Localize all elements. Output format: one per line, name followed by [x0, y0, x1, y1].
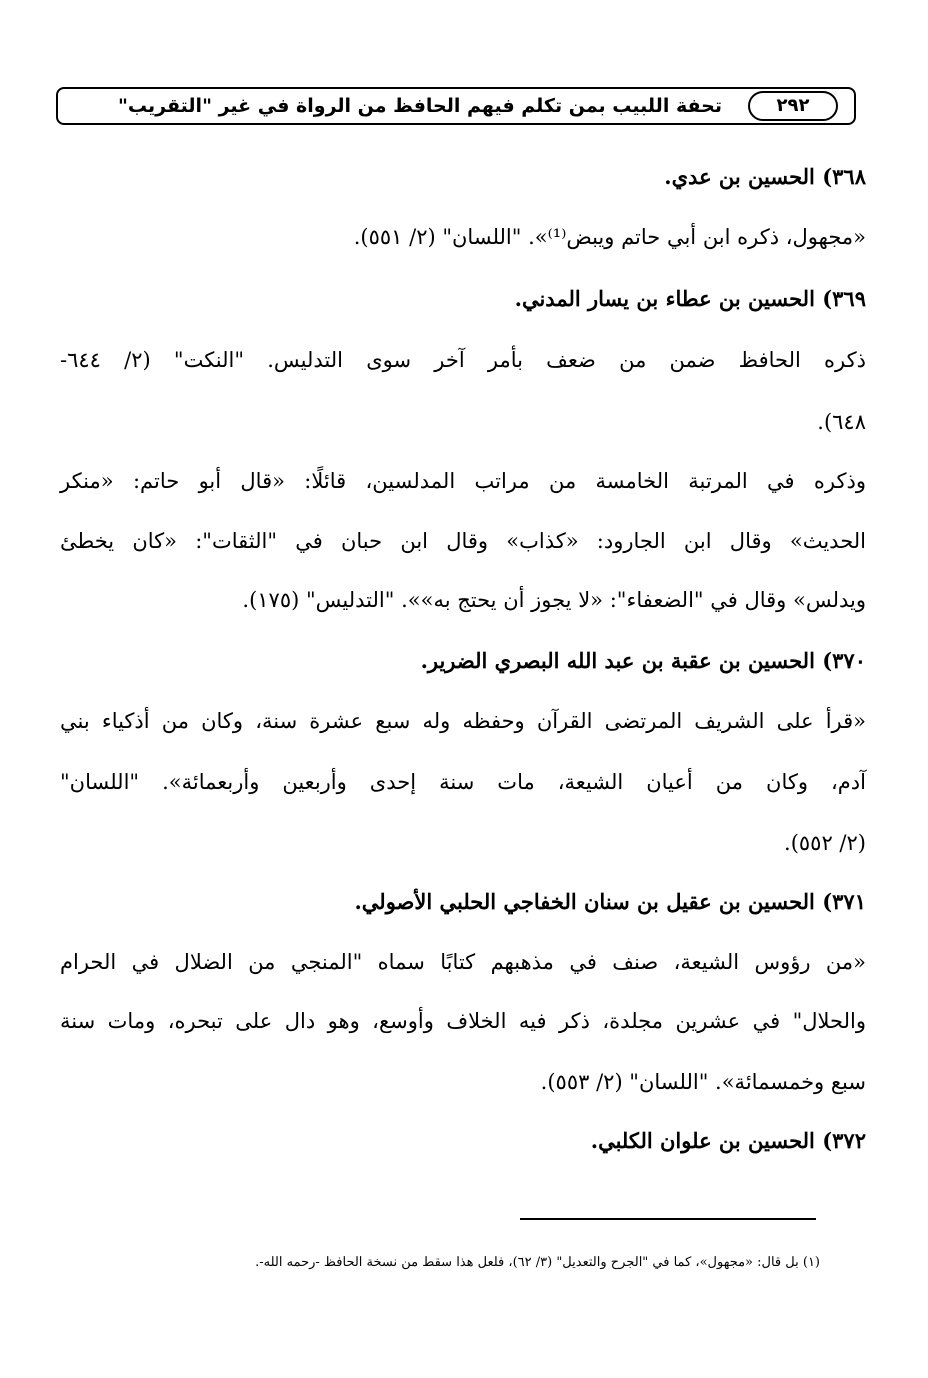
entry-371-heading: ٣٧١) الحسين بن عقيل بن سنان الخفاجي الحلبي الأصولي.: [354, 889, 866, 914]
entry-368-heading: ٣٦٨) الحسين بن عدي.: [664, 164, 866, 189]
footnote-1: (١) بل قال: «مجهول»، كما في "الجرح والتعديل" (٣/ ٦٢)، فلعل هذا سقط من نسخة الحافظ -رحمه الله-.: [255, 1255, 820, 1270]
entry-371-text-line-3: سبع وخمسمائة». "اللسان" (٢/ ٥٥٣).: [540, 1070, 866, 1094]
entry-369-text-line-3: وذكره في المرتبة الخامسة من مراتب المدلسين، قائلًا: «قال أبو حاتم: «منكر: [60, 469, 866, 493]
entry-369-text-line-1: ذكره الحافظ ضمن من ضعف بأمر آخر سوى التدليس. "النكت" (٢/ ٦٤٤-: [60, 348, 866, 372]
entry-369-text-line-5: ويدلس» وقال في "الضعفاء": «لا يجوز أن يحتج به»». "التدليس" (١٧٥).: [242, 588, 866, 612]
footnote-separator: [520, 1218, 816, 1220]
entry-370-heading: ٣٧٠) الحسين بن عقبة بن عبد الله البصري الضرير.: [420, 648, 866, 673]
entry-372-heading: ٣٧٢) الحسين بن علوان الكلبي.: [590, 1128, 866, 1153]
entry-370-text-line-2: آدم، وكان من أعيان الشيعة، مات سنة إحدى وأربعين وأربعمائة». "اللسان": [60, 770, 866, 794]
entry-369-text-line-4: الحديث» وقال ابن الجارود: «كذاب» وقال ابن حبان في "الثقات": «كان يخطئ: [60, 529, 866, 553]
entry-369-heading: ٣٦٩) الحسين بن عطاء بن يسار المدني.: [514, 286, 866, 311]
page-number: ٢٩٢: [748, 91, 838, 121]
entry-370-text-line-1: «قرأ على الشريف المرتضى القرآن وحفظه وله سبع عشرة سنة، وكان من أذكياء بني: [60, 709, 866, 733]
entry-368-text: «مجهول، ذكره ابن أبي حاتم ويبض⁽¹⁾». "اللسان" (٢/ ٥٥١).: [353, 225, 866, 249]
entry-371-text-line-1: «من رؤوس الشيعة، صنف في مذهبهم كتابًا سماه "المنجي من الضلال في الحرام: [60, 950, 866, 974]
running-header-title: تحفة اللبيب بمن تكلم فيهم الحافظ من الرواة في غير "التقريب": [118, 95, 722, 117]
entry-371-text-line-2: والحلال" في عشرين مجلدة، ذكر فيه الخلاف وأوسع، وهو دال على تبحره، ومات سنة: [60, 1009, 866, 1033]
entry-370-text-line-3: (٢/ ٥٥٢).: [784, 831, 866, 855]
entry-369-text-line-2: ٦٤٨).: [817, 410, 866, 434]
